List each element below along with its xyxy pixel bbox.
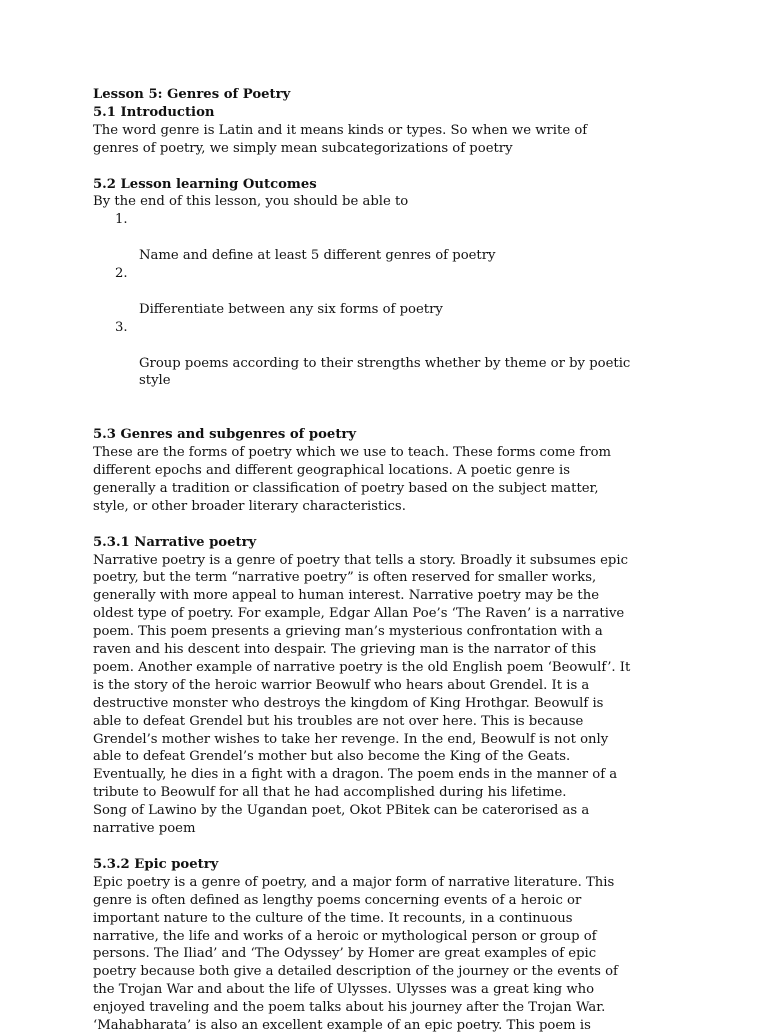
genres-heading: 5.3 Genres and subgenres of poetry	[93, 427, 357, 443]
narrative-text: Narrative poetry is a genre of poetry that tells a story. Broadly it subsumes epic poetry, but the term “narrative poetry” is often reserved for smaller works, generally with more appeal to human interest. Narrative poetry may be the oldest type of poetry. For example, Edgar Allan Poe’s ‘The Raven’ is a narrative poem. This poem presents a grieving man’s mysterious confrontation with a raven and his descent into despair. The grieving man is the narrator of this poem. Another example of narrative poetry is the old English poem ‘Beowulf’. It is the story of the heroic warrior Beowulf who hears about Grendel. It is a destructive monster who destroys the kingdom of King Hrothgar. Beowulf is able to defeat Grendel but his troubles are not over here. This is because Grendel’s mother wishes to take her revenge. In the end, Beowulf is not only able to defeat Grendel’s mother but also become the King of the Geats. Eventually, he dies in a fight with a dragon. The poem ends in the manner of a tribute to Beowulf for all that he had accomplished during his lifetime. Song of Lawino by the Ugandan poet, Okot PBitek can be caterorised as a narrative poem	[93, 552, 631, 837]
outcome-number: 3.	[115, 319, 128, 335]
document-page	[93, 86, 673, 1035]
outcome-item	[93, 265, 673, 319]
outcome-text: Group poems according to their strengths whether by theme or by poetic style	[139, 355, 631, 389]
outcome-item	[93, 319, 673, 391]
outcomes-heading: 5.2 Lesson learning Outcomes	[93, 176, 317, 192]
genres-text: These are the forms of poetry which we use to teach. These forms come from different epochs and different geographical locations. A poetic genre is generally a tradition or classification of poetry based on the subject matter, style, or other broader literary characteristics.	[93, 445, 612, 514]
outcome-text: Name and define at least 5 different genres of poetry	[139, 248, 496, 264]
outcome-number: 2.	[115, 266, 128, 282]
spacer	[93, 390, 673, 426]
lesson-title: Lesson 5: Genres of Poetry	[93, 87, 291, 102]
introduction-text: The word genre is Latin and it means kinds or types. So when we write of genres of poetry, we simply mean subcategorizations of poetry	[93, 122, 588, 156]
epic-heading: 5.3.2 Epic poetry	[93, 856, 219, 872]
outcome-text: Differentiate between any six forms of poetry	[139, 301, 443, 317]
introduction-heading: 5.1 Introduction	[93, 104, 215, 120]
narrative-heading: 5.3.1 Narrative poetry	[93, 534, 257, 550]
outcome-number: 1.	[115, 212, 128, 228]
spacer	[93, 158, 673, 176]
outcomes-lead: By the end of this lesson, you should be able to	[93, 194, 409, 210]
spacer	[93, 516, 673, 534]
outcome-item	[93, 211, 673, 265]
epic-text: Epic poetry is a genre of poetry, and a major form of narrative literature. This genre is often defined as lengthy poems concerning events of a heroic or important nature to the culture of the time. It recounts, in a continuous narrative, the life and works of a heroic or mythological person or group of persons. The Iliad’ and ‘The Odyssey’ by Homer are great examples of epic poetry because both give a detailed description of the journey or the events of the Trojan War and about the life of Ulysses. Ulysses was a great king who enjoyed traveling and the poem talks about his journey after the Trojan War. ‘Mahabharata’ is also an excellent example of an epic poetry. This poem is	[93, 874, 618, 1034]
spacer	[93, 838, 673, 856]
outcomes-list	[93, 211, 673, 390]
